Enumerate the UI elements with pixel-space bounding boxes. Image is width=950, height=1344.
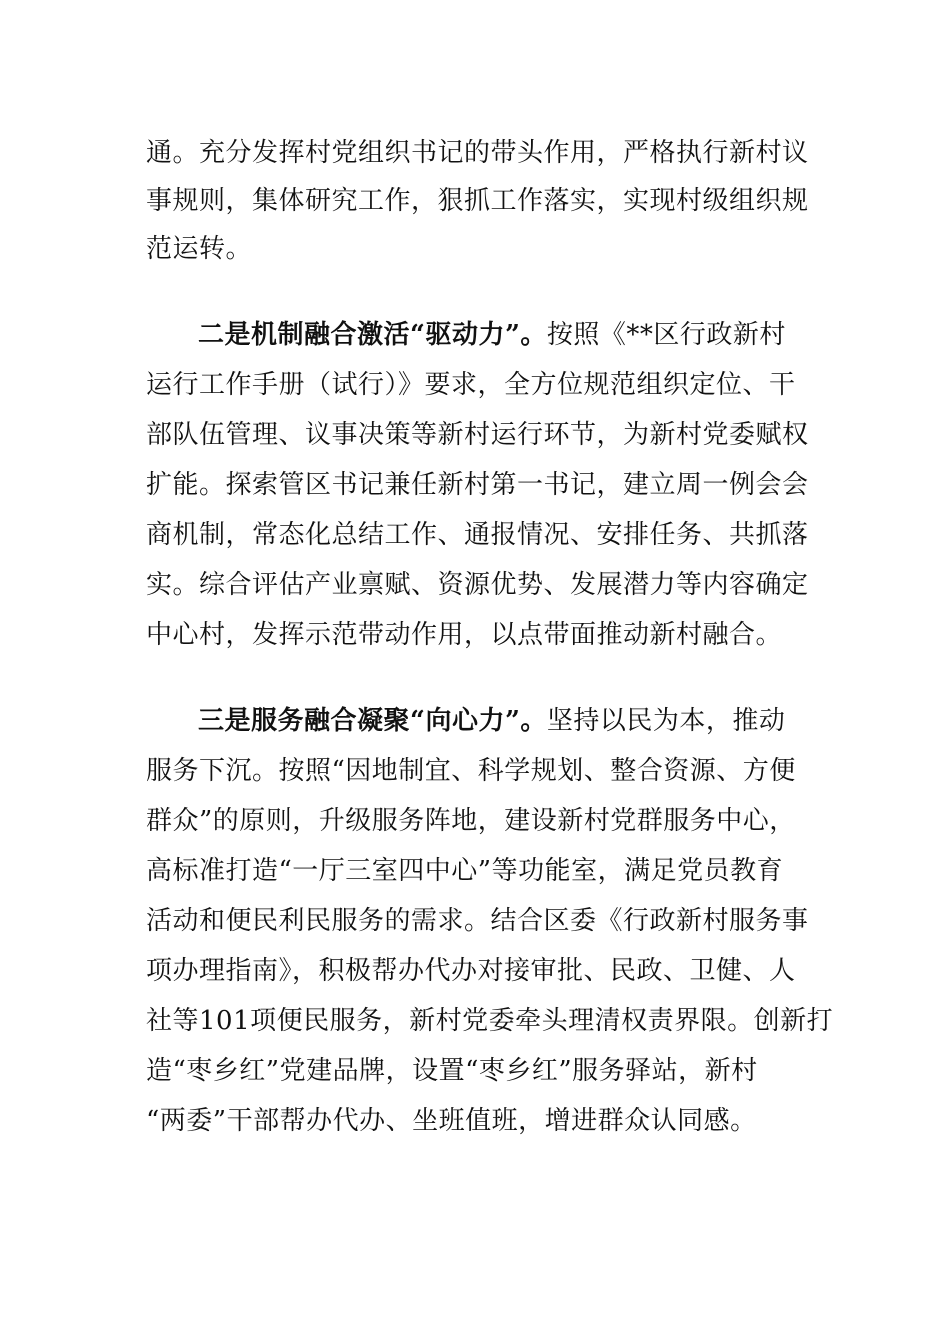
paragraph-line: 部队伍管理、议事决策等新村运行环节，为新村党委赋权 <box>146 420 809 450</box>
paragraph-line: 项办理指南》，积极帮办代办对接审批、民政、卫健、人 <box>146 956 796 986</box>
paragraph-line: 中心村，发挥示范带动作用，以点带面推动新村融合。 <box>146 620 783 650</box>
paragraph-first-line <box>198 318 786 352</box>
paragraph-line: 造“枣乡红”党建品牌，设置“枣乡红”服务驿站，新村 <box>146 1056 758 1086</box>
paragraph-line: 事规则，集体研究工作，狠抓工作落实，实现村级组织规 <box>146 186 809 216</box>
paragraph-line: 群众”的原则，升级服务阵地，建设新村党群服务中心， <box>146 806 796 836</box>
paragraph-line: 商机制，常态化总结工作、通报情况、安排任务、共抓落 <box>146 520 809 550</box>
paragraph-line: 扩能。探索管区书记兼任新村第一书记，建立周一例会会 <box>146 470 809 500</box>
paragraph-line: 运行工作手册（试行）》要求，全方位规范组织定位、干 <box>146 370 796 400</box>
paragraph-text: 坚持以民为本，推动 <box>546 706 786 736</box>
paragraph-line: 实。综合评估产业禀赋、资源优势、发展潜力等内容确定 <box>146 570 809 600</box>
paragraph-line: 通。充分发挥村党组织书记的带头作用，严格执行新村议 <box>146 138 809 168</box>
paragraph-line: 社等101项便民服务，新村党委牵头理清权责界限。创新打 <box>146 1006 834 1036</box>
paragraph-line: 活动和便民利民服务的需求。结合区委《行政新村服务事 <box>146 906 809 936</box>
paragraph-heading: 三是服务融合凝聚“向心力”。 <box>198 706 547 736</box>
paragraph-line: 范运转。 <box>146 234 253 264</box>
paragraph-text: 按照《**区行政新村 <box>546 320 786 350</box>
paragraph-first-line <box>198 704 785 738</box>
paragraph-heading: 二是机制融合激活“驱动力”。 <box>198 320 547 350</box>
paragraph-line: “两委”干部帮办代办、坐班值班，增进群众认同感。 <box>146 1106 757 1136</box>
paragraph-line: 高标准打造“一厅三室四中心”等功能室，满足党员教育 <box>146 856 784 886</box>
paragraph-line: 服务下沉。按照“因地制宜、科学规划、整合资源、方便 <box>146 756 796 786</box>
